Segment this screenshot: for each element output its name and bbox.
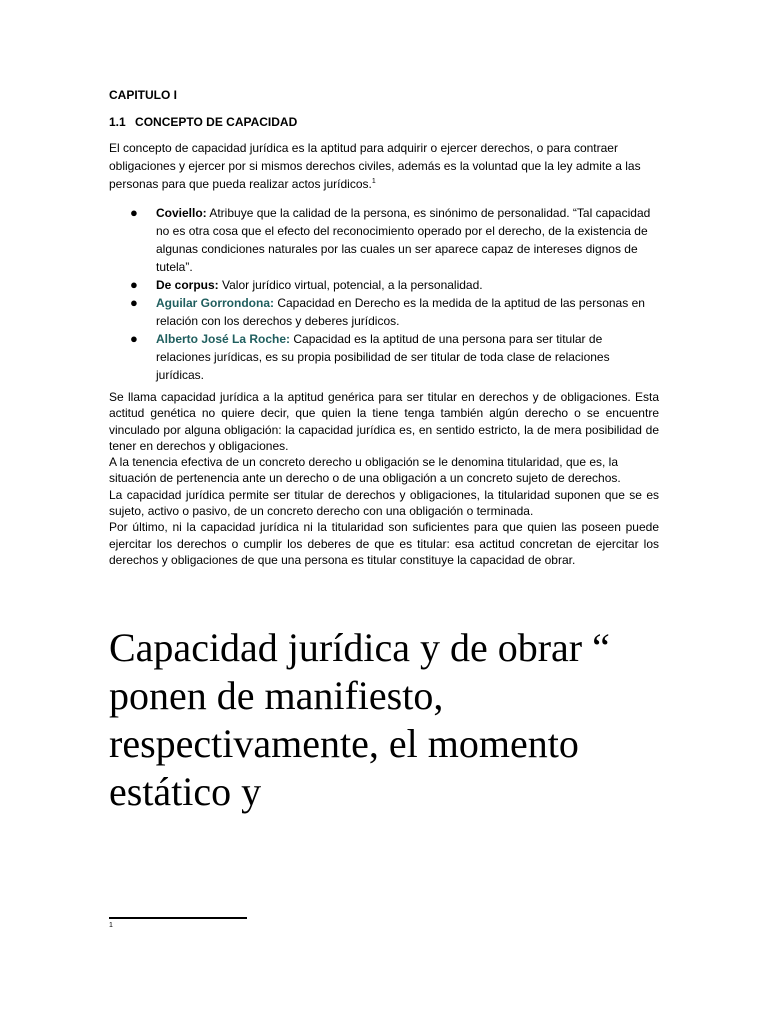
bullet-icon: ● [130, 331, 138, 346]
section-number: 1.1 [109, 115, 126, 129]
body-text [109, 389, 659, 568]
footnote-reference: 1 [371, 178, 376, 185]
list-item [125, 330, 655, 384]
paragraph: Por último, ni la capacidad jurídica ni la titularidad son suficientes para que quien las poseen puede ejercitar los derechos o cumplir los deberes de que es titular: esa actitud concretan de ejercitar los derechos y obligaciones de que una persona es titular constituye la capacidad de obrar. [109, 520, 659, 567]
author-name: Aguilar Gorrondona: [156, 296, 274, 310]
author-name: Coviello: [156, 206, 207, 220]
definition-text: Capacidad es la aptitud de una persona para ser titular de relaciones jurídicas, es su propia posibilidad de ser titular de toda clase de relaciones jurídicas. [156, 332, 610, 382]
list-item [125, 276, 655, 294]
bullet-icon: ● [130, 205, 138, 220]
paragraph: A la tenencia efectiva de un concreto derecho u obligación se le denomina titularidad, que es, la [109, 455, 619, 470]
footnote-separator [109, 917, 247, 919]
definition-text: Atribuye que la calidad de la persona, es sinónimo de personalidad. “Tal capacidad no es otra cosa que el efecto del reconocimiento operado por el derecho, de la existencia de algunas condiciones naturales por las cuales un ser aparece capaz de intereses dignos de tutela”. [156, 206, 651, 274]
large-quote-text: Capacidad jurídica y de obrar “ ponen de manifiesto, respectivamente, el momento estático y [109, 625, 610, 814]
author-name: Alberto José La Roche: [156, 332, 291, 346]
author-name: De corpus: [156, 278, 219, 292]
paragraph: situación de pertenencia ante un derecho o de una obligación a un concreto sujeto de derechos. [109, 471, 621, 486]
list-item [125, 204, 655, 276]
paragraph: La capacidad jurídica permite ser titular de derechos y obligaciones, la titularidad suponen que se es sujeto, activo o pasivo, de un concreto derecho con una obligación o terminada. [109, 487, 659, 519]
intro-text: El concepto de capacidad jurídica es la aptitud para adquirir o ejercer derechos, o para contraer obligaciones y ejercer por si mismos derechos civiles, además es la voluntad que la ley admite a las personas para que pueda realizar actos jurídicos. [109, 141, 641, 191]
paragraph: Se llama capacidad jurídica a la aptitud genérica para ser titular en derechos y de obligaciones. Esta actitud genética no quiere decir, que quien la tiene tenga también algún derecho o se encuentre vinculado por alguna obligación: la capacidad jurídica es, en sentido estricto, la de mera posibilidad de tener en derechos y obligaciones. [109, 390, 659, 453]
section-heading [109, 115, 297, 129]
bullet-icon: ● [130, 277, 138, 292]
section-title: CONCEPTO DE CAPACIDAD [135, 115, 298, 129]
definitions-list [125, 204, 655, 384]
bullet-icon: ● [130, 295, 138, 310]
list-item [125, 294, 655, 330]
intro-paragraph [109, 139, 659, 193]
footnote-number: 1 [109, 922, 113, 929]
definition-text: Valor jurídico virtual, potencial, a la personalidad. [218, 278, 483, 292]
definition-text: Capacidad en Derecho es la medida de la aptitud de las personas en relación con los derechos y deberes jurídicos. [156, 296, 645, 328]
chapter-heading: CAPITULO I [109, 88, 177, 102]
